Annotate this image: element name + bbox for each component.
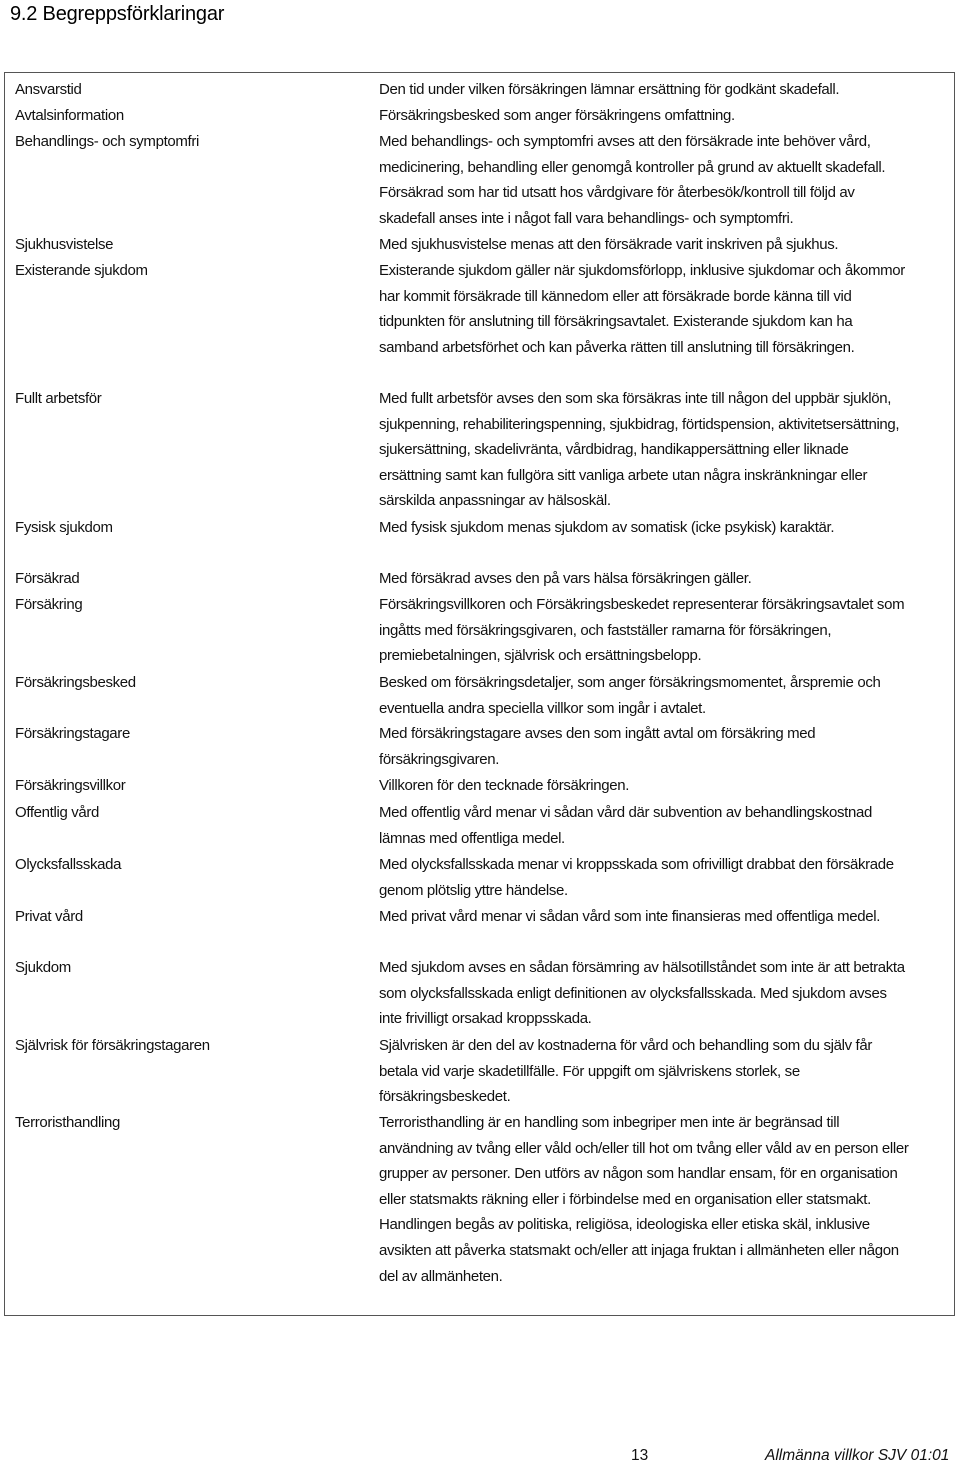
term-avtalsinformation: Avtalsinformation [15, 107, 124, 124]
definition-forsakrad: Med försäkrad avses den på vars hälsa försäkringen gäller. [379, 570, 752, 587]
term-forsakringsbesked: Försäkringsbesked [15, 674, 136, 691]
term-fysisk-sjukdom: Fysisk sjukdom [15, 519, 113, 536]
definition-ansvarstid: Den tid under vilken försäkringen lämnar ersättning för godkänt skadefall. [379, 81, 840, 98]
term-ansvarstid: Ansvarstid [15, 81, 82, 98]
term-sjalvrisk: Självrisk för försäkringstagaren [15, 1037, 210, 1054]
term-behandlings-och-symptomfri: Behandlings- och symptomfri [15, 133, 199, 150]
definition-forsakringstagare: Med försäkringstagare avses den som ingått avtal om försäkring med försäkringsgivaren. [379, 725, 816, 768]
term-forsakringstagare: Försäkringstagare [15, 725, 130, 742]
footer-document-name: Allmänna villkor SJV 01:01 [765, 1447, 950, 1464]
definition-avtalsinformation: Försäkringsbesked som anger försäkringens omfattning. [379, 107, 735, 124]
term-offentlig-vard: Offentlig vård [15, 804, 100, 821]
page-number: 13 [631, 1447, 649, 1464]
definition-fullt-arbetsfor: Med fullt arbetsför avses den som ska försäkras inte till någon del uppbär sjuklön, sjukpenning, rehabiliteringspenning, sjukbidrag, förtidspension, aktivitetsersättning, sjukersättning, skadelivränta, vårdbidrag, handikappersättning eller liknade ersättning samt kan fullgöra sitt vanliga arbete utan några inskränkningar eller särskilda anpassningar av hälsoskäl. [379, 390, 900, 510]
term-forsakring: Försäkring [15, 596, 83, 613]
term-privat-vard: Privat vård [15, 908, 83, 925]
term-fullt-arbetsfor: Fullt arbetsför [15, 390, 102, 407]
definition-sjukhusvistelse: Med sjukhusvistelse menas att den försäkrade varit inskriven på sjukhus. [379, 236, 839, 253]
term-forsakrad: Försäkrad [15, 570, 80, 587]
section-heading: 9.2 Begreppsförklaringar [10, 3, 225, 25]
term-existerande-sjukdom: Existerande sjukdom [15, 262, 148, 279]
definition-sjukdom: Med sjukdom avses en sådan försämring av hälsotillståndet som inte är att betrakta som olycksfallsskada enligt definitionen av olycksfallsskada. Med sjukdom avses inte frivilligt orsakad kroppsskada. [379, 959, 905, 1028]
term-sjukhusvistelse: Sjukhusvistelse [15, 236, 114, 253]
definition-forsakring: Försäkringsvillkoren och Försäkringsbeskedet representerar försäkringsavtalet som ingåtts med försäkringsgivaren, och fastställer ramarna för försäkringen, premiebetalningen, självrisk och ersättningsbelopp. [379, 596, 905, 665]
definition-fysisk-sjukdom: Med fysisk sjukdom menas sjukdom av somatisk (icke psykisk) karaktär. [379, 519, 835, 536]
definition-behandlings-och-symptomfri: Med behandlings- och symptomfri avses att den försäkrade inte behöver vård, medicinering, behandling eller genomgå kontroller på grund av aktuellt skadefall. Försäkrad som har tid utsatt hos vårdgivare för återbesök/kontroll till följd av skadefall anses inte i något fall vara behandlings- och symptomfri. [379, 133, 886, 227]
definition-olycksfallsskada: Med olycksfallsskada menar vi kroppsskada som ofrivilligt drabbat den försäkrade genom plötslig yttre händelse. [379, 856, 894, 899]
definition-offentlig-vard: Med offentlig vård menar vi sådan vård där subvention av behandlingskostnad lämnas med offentliga medel. [379, 804, 872, 847]
term-forsakringsvillkor: Försäkringsvillkor [15, 777, 126, 794]
term-olycksfallsskada: Olycksfallsskada [15, 856, 122, 873]
term-sjukdom: Sjukdom [15, 959, 71, 976]
definition-privat-vard: Med privat vård menar vi sådan vård som inte finansieras med offentliga medel. [379, 908, 881, 925]
term-terroristhandling: Terroristhandling [15, 1114, 120, 1131]
definition-existerande-sjukdom: Existerande sjukdom gäller när sjukdomsförlopp, inklusive sjukdomar och åkommor har kommit försäkrade till kännedom eller att försäkrade borde känna till vid tidpunkten för anslutning till försäkringsavtalet. Existerande sjukdom kan ha samband arbetsförhet och kan påverka rätten till anslutning till försäkringen. [379, 262, 905, 356]
definition-terroristhandling: Terroristhandling är en handling som inbegriper men inte är begränsad till användning av tvång eller våld och/eller till hot om tvång eller våld av en person eller grupper av personer. Den utförs av någon som handlar ensam, för en organisation eller statsmakts räkning eller i förbindelse med en organisation eller statsmakt. Handlingen begås av politiska, religiösa, ideologiska eller etiska skäl, inklusive avsikten att påverka statsmakt och/eller att injaga fruktan i allmänheten eller någon del av allmänheten. [379, 1114, 909, 1285]
definition-forsakringsbesked: Besked om försäkringsdetaljer, som anger försäkringsmomentet, årspremie och eventuella andra speciella villkor som ingår i avtalet. [379, 674, 881, 717]
definition-forsakringsvillkor: Villkoren för den tecknade försäkringen. [379, 777, 630, 794]
definition-sjalvrisk: Självrisken är den del av kostnaderna för vård och behandling som du själv får betala vid varje skadetillfälle. För uppgift om självriskens storlek, se försäkringsbeskedet. [379, 1037, 872, 1106]
